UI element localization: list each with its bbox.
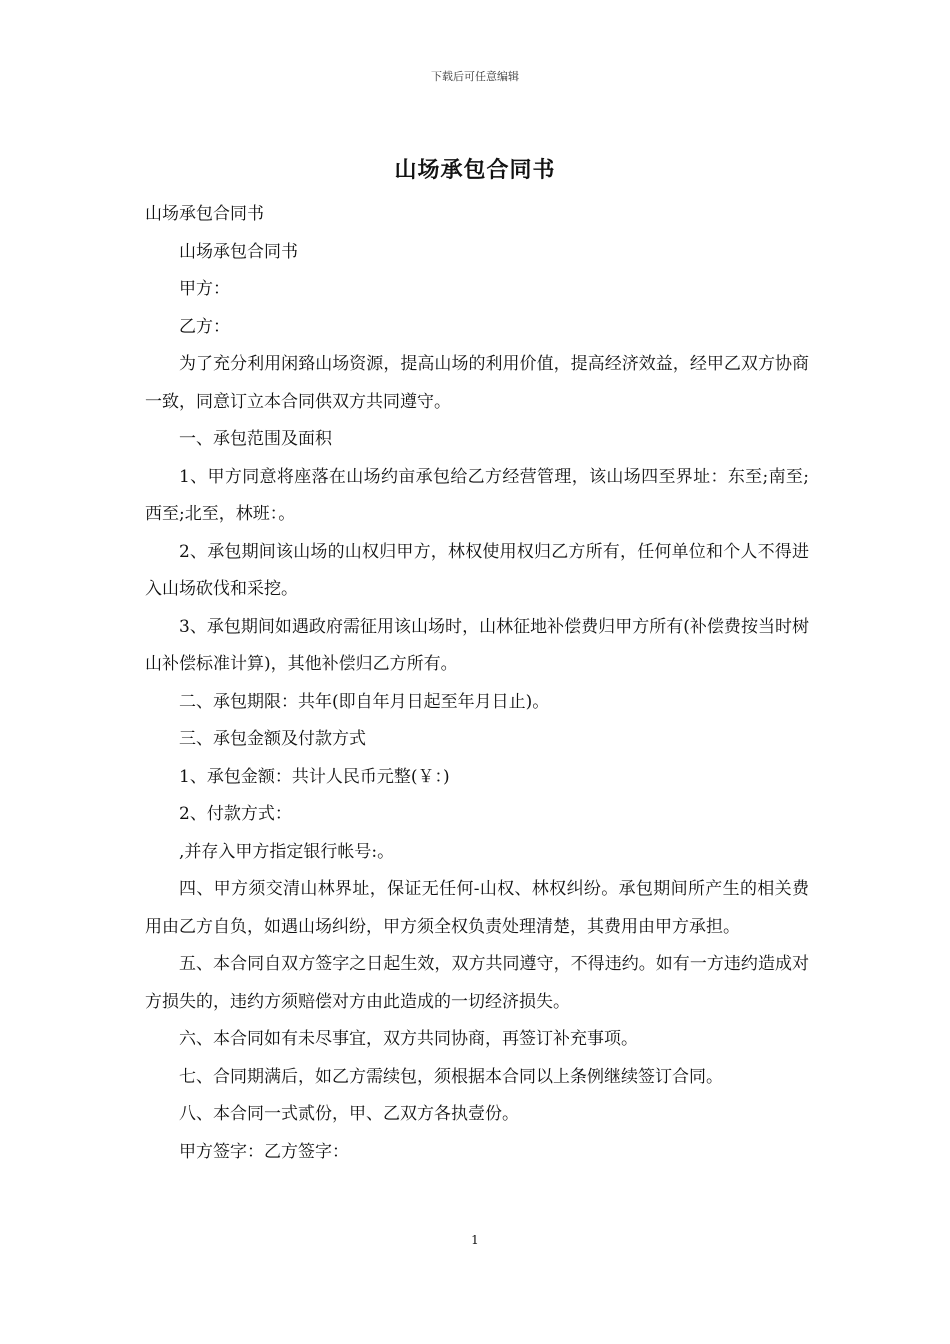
paragraph: 为了充分利用闲臵山场资源，提高山场的利用价值，提高经济效益，经甲乙双方协商一致，同意订立本合同供双方共同遵守。 — [145, 354, 809, 412]
paragraph: 1、甲方同意将座落在山场约亩承包给乙方经营管理，该山场四至界址：东至;南至;西至;北至，林班：。 — [145, 466, 809, 524]
paragraph: 山场承包合同书 — [145, 204, 264, 224]
paragraph: 2、承包期间该山场的山权归甲方，林权使用权归乙方所有，任何单位和个人不得进入山场砍伐和采挖。 — [145, 541, 809, 599]
paragraph: 乙方： — [179, 316, 230, 337]
paragraph: 2、付款方式： — [179, 804, 292, 824]
paragraph: 八、本合同一式贰份，甲、乙双方各执壹份。 — [179, 1104, 519, 1124]
document-body — [145, 196, 809, 1171]
paragraph: 山场承包合同书 — [179, 241, 298, 262]
paragraph: 一、承包范围及面积 — [179, 429, 332, 449]
paragraph: 三、承包金额及付款方式 — [179, 729, 366, 749]
paragraph: 七、合同期满后，如乙方需续包，须根据本合同以上条例继续签订合同。 — [179, 1066, 723, 1087]
document-title: 山场承包合同书 — [394, 157, 556, 183]
paragraph: 1、承包金额：共计人民币元整(￥：) — [179, 766, 450, 787]
paragraph: 3、承包期间如遇政府需征用该山场时，山林征地补偿费归甲方所有(补偿费按当时树山补偿标准计算)，其他补偿归乙方所有。 — [145, 616, 809, 674]
paragraph: 甲方签字：乙方签字： — [179, 1141, 349, 1162]
paragraph: 五、本合同自双方签字之日起生效，双方共同遵守，不得违约。如有一方违约造成对方损失的，违约方须赔偿对方由此造成的一切经济损失。 — [145, 954, 809, 1012]
page-header: 下载后可任意编辑 — [431, 70, 519, 83]
page-number: 1 — [471, 1233, 479, 1247]
paragraph: ,并存入甲方指定银行帐号:。 — [179, 841, 395, 862]
paragraph: 二、承包期限：共年(即自年月日起至年月日止)。 — [179, 691, 550, 712]
paragraph: 四、甲方须交清山林界址，保证无任何-山权、林权纠纷。承包期间所产生的相关费用由乙方自负，如遇山场纠纷，甲方须全权负责处理清楚，其费用由甲方承担。 — [145, 879, 809, 937]
paragraph: 六、本合同如有未尽事宜，双方共同协商，再签订补充事项。 — [179, 1029, 638, 1049]
paragraph: 甲方： — [179, 279, 230, 299]
